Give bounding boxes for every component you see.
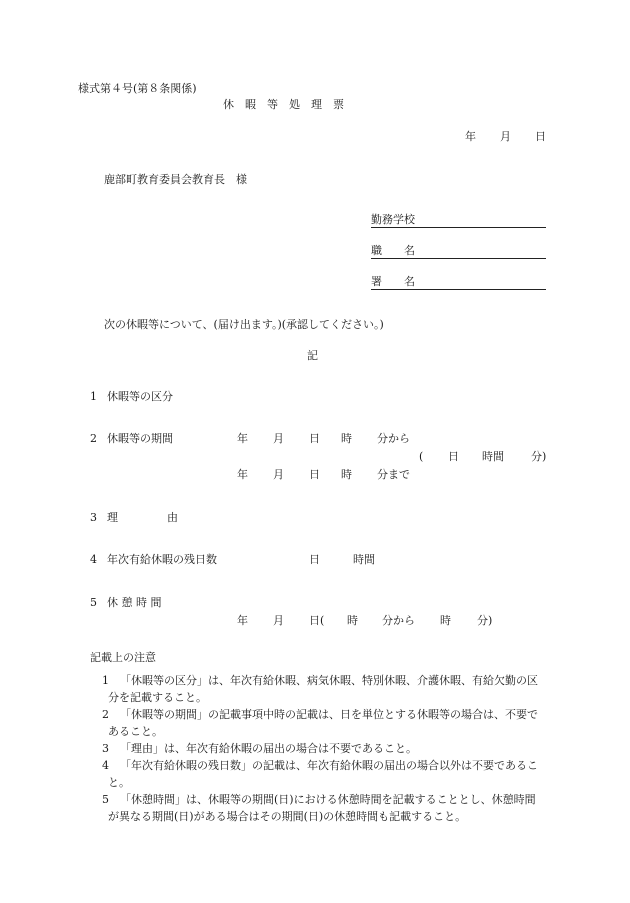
position-underline [371,258,546,259]
start-minute: 分から [377,432,410,445]
note-text: 「休憩時間」は、休暇等の期間(日)における休憩時間を記載することとし、休憩時間が異なる期間(日)がある場合はその期間(日)の休憩時間も記載すること。 [108,793,536,823]
note-text: 「休暇等の区分」は、年次有給休暇、病気休暇、特別休暇、介護休暇、有給欠勤の区分を記載すること。 [108,674,538,704]
end-hour: 時 [341,468,352,481]
note-number: 2 [102,708,109,721]
name-underline [371,289,546,290]
date-day: 日 [535,130,546,143]
position-label: 職 名 [371,244,415,257]
end-day: 日 [309,468,320,481]
start-day: 日 [309,432,320,445]
end-month: 月 [273,468,284,481]
notes-heading: 記載上の注意 [90,651,156,664]
duration-minutes: 分) [531,450,547,463]
duration-hours: 時間 [482,450,504,463]
school-underline [371,227,546,228]
duration-days: 日 [448,450,459,463]
item-label: 休暇等の区分 [107,390,173,403]
note-number: 4 [102,759,109,772]
request-text: 次の休暇等について、(届け出ます。)(承認してください。) [104,318,384,331]
ki-heading: 記 [307,349,318,362]
break-year: 年 [237,614,248,627]
name-label: 署 名 [371,275,415,288]
note-text: 「年次有給休暇の残日数」の記載は、年次有給休暇の届出の場合以外は不要であること。 [108,759,538,789]
break-day: 日( [309,614,325,627]
item-label-part-2: 由 [167,511,178,524]
remaining-hours: 時間 [353,553,375,566]
note-number: 5 [102,793,109,806]
break-end-hour: 時 [440,614,451,627]
item-label: 休暇等の期間 [107,432,173,445]
end-year: 年 [237,468,248,481]
school-label: 勤務学校 [371,213,415,226]
break-start-minute: 分から [382,614,415,627]
item-number: 5 [90,596,97,609]
item-label: 休 憩 時 間 [107,596,162,609]
addressee: 鹿部町教育委員会教育長 様 [104,173,247,186]
item-number: 3 [90,511,97,524]
item-number: 1 [90,390,97,403]
note-text: 「理由」は、年次有給休暇の届出の場合は不要であること。 [120,742,417,755]
end-minute: 分まで [377,468,410,481]
start-year: 年 [237,432,248,445]
item-number: 2 [90,432,97,445]
page-title: 休 暇 等 処 理 票 [223,98,344,111]
item-label-part-1: 理 [107,511,118,524]
date-year: 年 [465,130,476,143]
remaining-days: 日 [309,553,320,566]
note-number: 3 [102,742,109,755]
break-end-minute: 分) [477,614,493,627]
item-number: 4 [90,553,97,566]
form-number: 様式第４号(第８条関係) [78,82,197,95]
start-month: 月 [273,432,284,445]
start-hour: 時 [341,432,352,445]
note-text: 「休暇等の期間」の記載事項中時の記載は、日を単位とする休暇等の場合は、不要であること。 [108,708,538,738]
date-month: 月 [500,130,511,143]
note-number: 1 [102,674,109,687]
duration-open-paren: ( [419,450,424,463]
break-start-hour: 時 [347,614,358,627]
item-label: 年次有給休暇の残日数 [107,553,217,566]
break-month: 月 [273,614,284,627]
